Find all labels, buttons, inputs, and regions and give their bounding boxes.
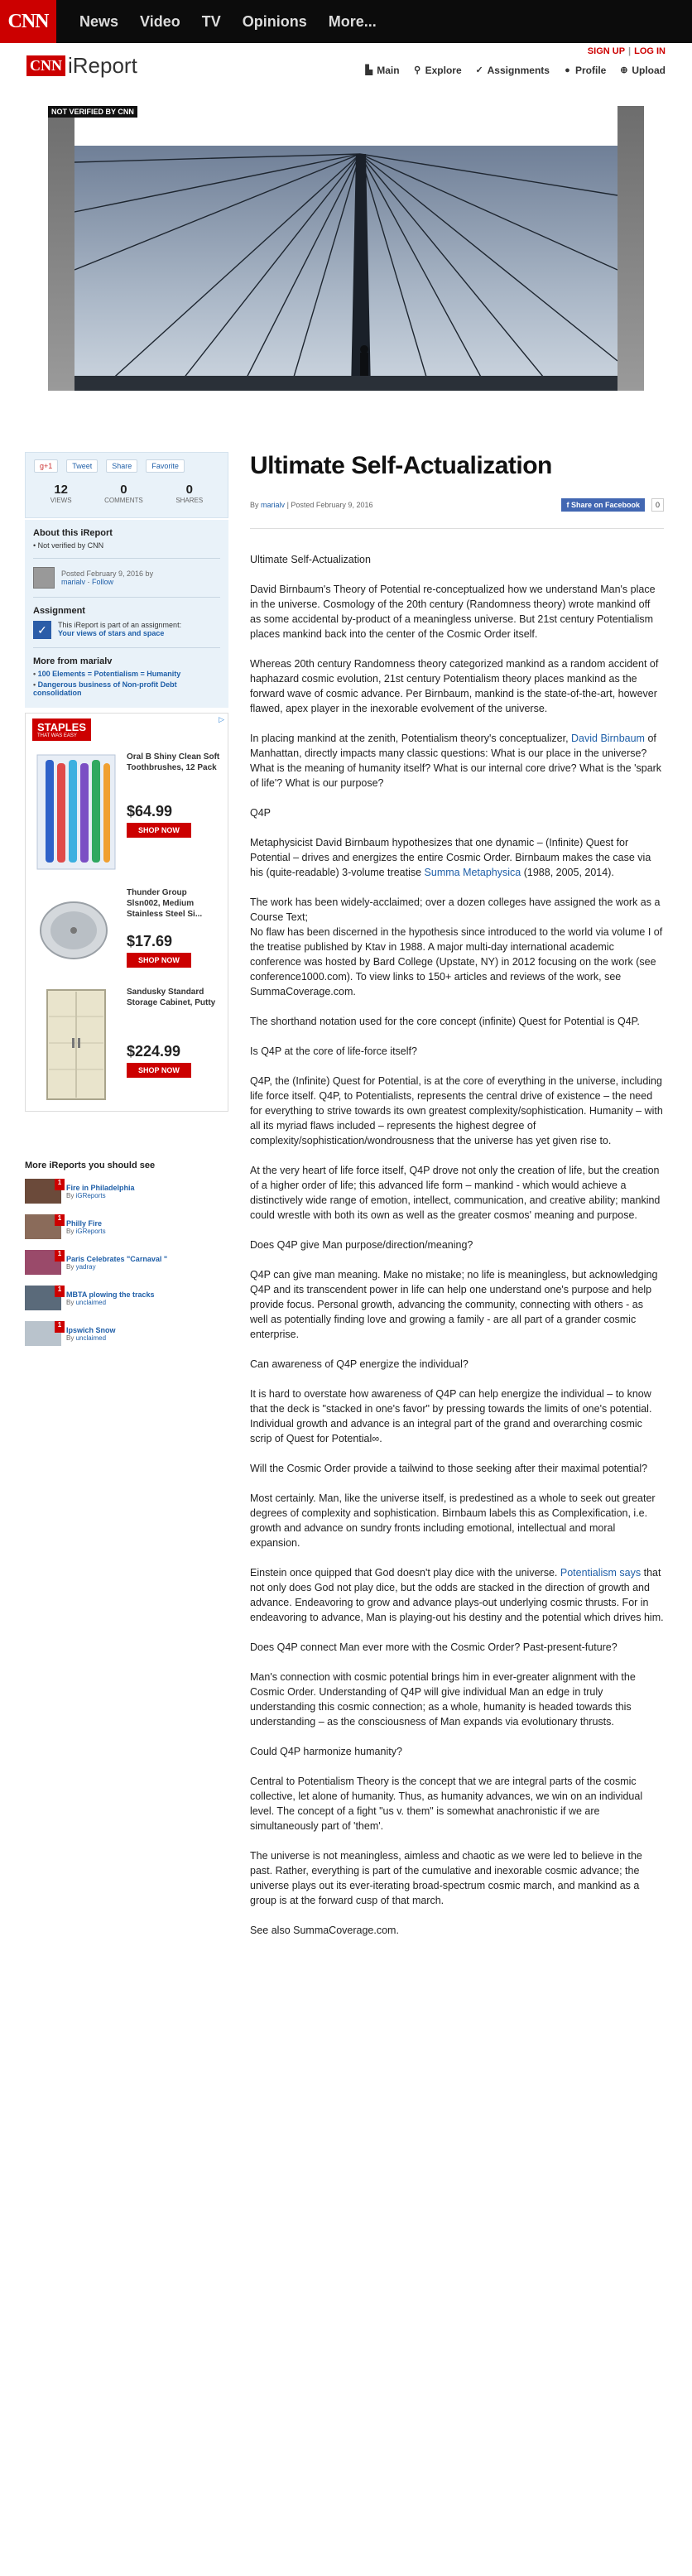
shares-count-label: SHARES: [175, 497, 204, 504]
list-item-by: By: [66, 1227, 74, 1235]
ad-product-price: $64.99: [127, 803, 173, 819]
article-paragraph: [250, 1163, 664, 1223]
list-item[interactable]: [25, 1319, 228, 1348]
thumbnail[interactable]: [25, 1250, 61, 1275]
article-paragraph: [250, 1923, 664, 1938]
divider: [33, 597, 220, 598]
more-from-list: [33, 670, 220, 697]
article-paragraph: [250, 1744, 664, 1759]
divider: [250, 528, 664, 529]
paragraph-text: Most certainly. Man, like the universe itself, is predestined as a whole to seek out greater degrees of complexity and sophistication. Birnbaum labels this as Complexification, i.e. growth and advance on sundry fronts including emotional, intellectual and moral expansion.: [250, 1492, 656, 1549]
cnn-global-nav: [79, 13, 377, 31]
article-paragraph: [250, 1670, 664, 1729]
nav-main-label: Main: [377, 65, 400, 76]
ad-product-info: [123, 752, 221, 877]
assignment-info: [33, 621, 220, 639]
list-item-byline: [66, 1263, 167, 1271]
assignment-text: This iReport is part of an assignment:: [58, 621, 182, 629]
assignment-check-icon: ✓: [33, 621, 51, 639]
nav-upload-label: Upload: [632, 65, 666, 76]
ad-product-name: Thunder Group Slsn002, Medium Stainless Steel Si...: [127, 888, 203, 919]
ad-product-price: $224.99: [127, 1043, 181, 1060]
author-link[interactable]: marialv: [61, 578, 86, 586]
ireport-header: [26, 43, 666, 86]
byline-author-link[interactable]: marialv: [261, 501, 286, 509]
paragraph-text: Ultimate Self-Actualization: [250, 554, 371, 565]
list-item-by: By: [66, 1191, 74, 1199]
paragraph-text: Metaphysicist David Birnbaum hypothesizes that one dynamic – (Infinite) Quest for Potential – drives and energizes the entire Cosmic Order. Birnbaum makes the case via his (quite-readable) 3-volume treatise: [250, 837, 651, 878]
nav-assignments-label: Assignments: [487, 65, 550, 76]
list-item[interactable]: [25, 1284, 228, 1312]
list-item-byline: [66, 1334, 116, 1342]
article-paragraph: [250, 1014, 664, 1029]
rank-badge: 1: [55, 1214, 65, 1226]
facebook-share-button[interactable]: [561, 498, 645, 512]
list-item-text: [66, 1290, 155, 1306]
facebook-share: [561, 498, 664, 512]
avatar[interactable]: [33, 567, 55, 589]
paragraph-text: The universe is not meaningless, aimless and chaotic as we were led to believe in the past. Rather, everything is part of the cumulative and inexorable cosmic advance; the universe plays out its ever-iterating broad-spectrum cosmic march, and mankind as a group is at the forward cusp of that march.: [250, 1850, 642, 1906]
comments-count: [104, 483, 143, 504]
list-item-title[interactable]: Fire in Philadelphia: [66, 1183, 135, 1192]
paragraph-text: See also SummaCoverage.com.: [250, 1925, 399, 1936]
toothbrush-image: [32, 752, 123, 877]
left-rail: [25, 452, 228, 1112]
posted-date: Posted February 9, 2016 by: [61, 570, 154, 578]
cnn-global-bar: [0, 0, 692, 43]
check-icon: ✓: [475, 65, 483, 75]
staples-tagline: THAT WAS EASY: [37, 733, 77, 738]
cnn-logo[interactable]: CNN: [0, 0, 56, 43]
more-ireports-title: More iReports you should see: [25, 1161, 156, 1170]
shop-now-button[interactable]: SHOP NOW: [127, 1063, 191, 1078]
hero-side-panel-left: [48, 106, 74, 391]
about-box: [25, 520, 228, 708]
list-item-author[interactable]: iGReports: [75, 1191, 106, 1199]
inline-link[interactable]: David Birnbaum: [571, 733, 645, 744]
paragraph-text: The work has been widely-acclaimed; over a dozen colleges have assigned the work as a Course Text; No flaw has been discerned in the hypothesis since introduced to the world via volume I of the treatise published by Ktav in 1988. A major multi-day international academic conference was hosted by Bard College (Upstate, NY) in 2012 focusing on the work (see conference1000.com). To view links to 150+ articles and reviews of the work, see SummaCoverage.com.: [250, 896, 663, 997]
paragraph-text: that not only does God not play dice, but the odds are stacked in the direction of growth and advance. Endeavoring to grow and advance plays-out underlying cosmic thrusts. For in endeavoring to advance, Man is playing-out his destiny and the potential which drives him.: [250, 1567, 664, 1623]
paragraph-text: of Manhattan, directly impacts many classic questions: What is our place in the universe? What is the meaning of humanity itself? What is our internal core drive? What is the 'spark of life'? What is our purpose?: [250, 733, 662, 789]
divider: [33, 647, 220, 648]
nav-main[interactable]: [364, 65, 399, 76]
list-item-byline: [66, 1192, 135, 1199]
list-item-title[interactable]: MBTA plowing the tracks: [66, 1290, 155, 1299]
views-count: [50, 483, 72, 504]
article-title: Ultimate Self-Actualization: [250, 452, 552, 479]
staples-logo: [32, 718, 91, 741]
list-item[interactable]: [25, 1248, 228, 1276]
paragraph-text: The shorthand notation used for the core concept (infinite) Quest for Potential is Q4P.: [250, 1016, 640, 1027]
share-box: [25, 452, 228, 518]
article-paragraph: [250, 1357, 664, 1372]
poster-info: [33, 567, 220, 589]
home-icon: ▙: [365, 65, 372, 75]
shop-now-button[interactable]: SHOP NOW: [127, 953, 191, 968]
article-paragraph: [250, 1074, 664, 1148]
list-item-byline: [66, 1299, 155, 1306]
user-icon: ●: [565, 65, 570, 75]
article-paragraph: [250, 1565, 664, 1625]
byline-date: | Posted February 9, 2016: [286, 501, 373, 509]
article-paragraph: [250, 1461, 664, 1476]
article-paragraph: [250, 552, 664, 567]
paragraph-text: Man's connection with cosmic potential brings him in ever-greater alignment with the Cosmic Order. Understanding of Q4P will give individual Man an edge in truly understanding this cosmic connection; as a whole, humanity is headed towards this understanding – as the consciousness of Man expands via evolutionary thrusts.: [250, 1671, 636, 1728]
share-buttons: [34, 459, 219, 473]
ireport-logo-text: iReport: [68, 53, 137, 78]
thumbnail[interactable]: [25, 1179, 61, 1204]
staples-ad[interactable]: [25, 713, 228, 1112]
article-paragraph: [250, 895, 664, 999]
nav-assignments[interactable]: [475, 65, 550, 76]
hero-side-panel-right: [618, 106, 644, 391]
more-ireports: [25, 1161, 228, 1355]
thumbnail[interactable]: [25, 1214, 61, 1239]
ireport-logo[interactable]: [26, 53, 137, 79]
thumbnail[interactable]: [25, 1321, 61, 1346]
article-paragraph: [250, 656, 664, 716]
article-paragraph: [250, 1044, 664, 1059]
list-item-byline: [66, 1228, 106, 1235]
ad-product-info: [123, 987, 221, 1107]
article-body: [250, 552, 664, 1938]
facebook-share-label: Share on Facebook: [570, 501, 640, 509]
paragraph-text: It is hard to overstate how awareness of Q4P can help energize the individual – to know that the deck is "stacked in one's favor" by pressing towards the limits of one's potential. Individual growth and advance is an integral part of the grand and overarching cosmic scrip of Quest for Potential∞.: [250, 1388, 652, 1444]
hero-image: [48, 106, 644, 391]
list-item-author[interactable]: unclaimed: [75, 1298, 107, 1306]
article-paragraph: [250, 835, 664, 880]
paragraph-text: Q4P: [250, 807, 272, 819]
ad-choices-icon[interactable]: ▷: [219, 715, 224, 723]
article-paragraph: [250, 1387, 664, 1446]
nav-opinions[interactable]: Opinions: [242, 12, 307, 30]
paragraph-text: David Birnbaum's Theory of Potential re-conceptualized how we understand Man's place in the universe. Cosmology of the 20th century (Randomness theory) wrote mankind off as some accidental by-product of a meaningless universe. But 21st century Potentialism places mankind back into the center of the Cosmic Order itself.: [250, 584, 656, 640]
thumbnail[interactable]: [25, 1286, 61, 1310]
ad-product-info: [123, 887, 221, 974]
bridge-photo: [74, 146, 618, 391]
ad-product-price: $17.69: [127, 933, 173, 949]
ireport-logo-cnn: CNN: [26, 55, 65, 76]
share-button[interactable]: Share: [106, 459, 137, 473]
paragraph-text: Is Q4P at the core of life-force itself?: [250, 1045, 417, 1057]
list-item-title[interactable]: Ipswich Snow: [66, 1325, 116, 1334]
ad-product[interactable]: [32, 887, 221, 974]
article-paragraph: [250, 1774, 664, 1833]
verification-status: • Not verified by CNN: [33, 541, 104, 550]
paragraph-text: Whereas 20th century Randomness theory categorized mankind as a random accident of haphazard cosmic evolution, 21st century Potentialism theory places mankind as the forward wave of cosmic advance. Per Birnbaum, mankind is the state-of-the-art, however flawed, apex player in the inexorable evolvement of the universe.: [250, 658, 659, 714]
assignment-title: Assignment: [33, 606, 85, 616]
article-paragraph: [250, 1491, 664, 1550]
log-in-link[interactable]: LOG IN: [634, 46, 666, 56]
list-item-text: [66, 1255, 167, 1271]
list-item-text: [66, 1326, 116, 1342]
favorite-button[interactable]: Favorite: [146, 459, 185, 473]
byline-text: [250, 501, 372, 509]
rank-badge: 1: [55, 1321, 65, 1333]
nav-more[interactable]: More...: [328, 12, 377, 30]
not-verified-badge: NOT VERIFIED BY CNN: [48, 106, 137, 118]
paragraph-text: Q4P can give man meaning. Make no mistake; no life is meaningless, but acknowledging Q4P and its transcendent power in life can help one understand one's purpose and help provide focus. Personal growth, advancing the community, connecting with others - as well as potentially finding love and growing a family - are all part of a grander cosmic enterprise.: [250, 1269, 658, 1340]
list-item-author[interactable]: yadray: [75, 1262, 96, 1271]
more-from-item[interactable]: • Dangerous business of Non-profit Debt consolidation: [33, 680, 220, 697]
sink-image: [32, 887, 123, 974]
comments-count-label: COMMENTS: [104, 497, 143, 504]
stats-counts: [34, 483, 219, 504]
byline-by: By: [250, 501, 259, 509]
cabinet-image: [32, 987, 123, 1107]
shop-now-button[interactable]: SHOP NOW: [127, 823, 191, 838]
tweet-button[interactable]: Tweet: [66, 459, 98, 473]
article-paragraph: [250, 731, 664, 791]
list-item-text: [66, 1184, 135, 1199]
paragraph-text: Q4P, the (Infinite) Quest for Potential, is at the core of everything in the universe, including life force itself. Q4P, to Potentialists, represents the central drive of existence – the need for everything to strive towards its own greatest complexity/sophistication. Humanity – with all its myriad flaws included – represents the highest degree of complexity/sophistication/wondrousness that the universe has yet given rise to.: [250, 1075, 663, 1146]
ad-product[interactable]: [32, 987, 221, 1107]
article: [250, 452, 664, 1953]
nav-news[interactable]: News: [79, 12, 119, 30]
ad-product-name: Oral B Shiny Clean Soft Toothbrushes, 12 Pack: [127, 752, 220, 772]
nav-profile[interactable]: [563, 65, 606, 76]
poster-details: Posted February 9, 2016 by marialv · Follow: [61, 570, 154, 586]
nav-tv[interactable]: TV: [201, 12, 221, 30]
google-plus-button[interactable]: g+1: [34, 459, 58, 473]
list-item-author[interactable]: unclaimed: [75, 1334, 107, 1342]
paragraph-text: Will the Cosmic Order provide a tailwind to those seeking after their maximal potential?: [250, 1463, 648, 1474]
paragraph-text: Does Q4P give Man purpose/direction/meaning?: [250, 1239, 473, 1251]
search-icon: ⚲: [414, 65, 421, 75]
nav-upload[interactable]: [619, 65, 666, 76]
article-paragraph: [250, 1640, 664, 1655]
views-count-number: 12: [54, 483, 68, 497]
article-paragraph: [250, 582, 664, 642]
ireport-nav: [364, 65, 666, 76]
upload-icon: ⊕: [620, 65, 628, 75]
account-links: [588, 46, 666, 56]
inline-link[interactable]: Potentialism says: [560, 1567, 642, 1579]
verification-status-text: Not verified by CNN: [37, 541, 104, 550]
paragraph-text: At the very heart of life force itself, Q4P drove not only the creation of life, but the creation of a higher order of life; this advanced life form – mankind - which would achieve a distinctively wide range of emotion, intellect, communication, and creative ability; mankind could wrestle with both its own as well as the greater cosmos' meaning and purpose.: [250, 1165, 661, 1221]
list-item[interactable]: [25, 1213, 228, 1241]
article-paragraph: [250, 1267, 664, 1342]
inline-link[interactable]: Summa Metaphysica: [424, 867, 521, 878]
views-count-label: VIEWS: [50, 497, 72, 504]
article-paragraph: [250, 1238, 664, 1252]
article-paragraph: [250, 805, 664, 820]
shares-count-number: 0: [185, 483, 193, 497]
rank-badge: 1: [55, 1179, 65, 1190]
follow-link[interactable]: Follow: [92, 578, 114, 586]
account-links-separator: |: [628, 46, 632, 56]
about-title: About this iReport: [33, 528, 113, 538]
assignment-link[interactable]: Your views of stars and space: [58, 629, 165, 637]
assignment-details: [58, 621, 181, 639]
nav-explore-label: Explore: [425, 65, 462, 76]
list-item-title[interactable]: Philly Fire: [66, 1218, 103, 1228]
more-from-item[interactable]: • 100 Elements = Potentialism = Humanity: [33, 670, 220, 678]
ad-product-name: Sandusky Standard Storage Cabinet, Putty: [127, 988, 216, 1007]
paragraph-text: In placing mankind at the zenith, Potentialism theory's conceptualizer,: [250, 733, 572, 744]
article-byline: [250, 498, 664, 512]
divider: [33, 558, 220, 559]
more-from-title: More from marialv: [33, 656, 113, 666]
list-item-by: By: [66, 1262, 74, 1271]
list-item-by: By: [66, 1334, 74, 1342]
facebook-share-count: 0: [651, 498, 664, 512]
list-item[interactable]: [25, 1177, 228, 1205]
nav-video[interactable]: Video: [140, 12, 180, 30]
rank-badge: 1: [55, 1250, 65, 1262]
article-paragraph: [250, 1848, 664, 1908]
facebook-icon: f: [566, 501, 569, 509]
ad-product[interactable]: [32, 752, 221, 877]
paragraph-text: Can awareness of Q4P energize the individual?: [250, 1358, 469, 1370]
paragraph-text: (1988, 2005, 2014).: [521, 867, 614, 878]
rank-badge: 1: [55, 1286, 65, 1297]
comments-count-number: 0: [120, 483, 127, 497]
staples-brand: STAPLES: [37, 721, 86, 733]
sign-up-link[interactable]: SIGN UP: [587, 46, 626, 56]
paragraph-text: Einstein once quipped that God doesn't play dice with the universe.: [250, 1567, 560, 1579]
list-item-by: By: [66, 1298, 74, 1306]
paragraph-text: Could Q4P harmonize humanity?: [250, 1746, 402, 1757]
shares-count: [175, 483, 203, 504]
nav-explore[interactable]: [413, 65, 462, 76]
list-item-title[interactable]: Paris Celebrates "Carnaval ": [66, 1254, 168, 1263]
list-item-text: [66, 1219, 106, 1235]
paragraph-text: Does Q4P connect Man ever more with the Cosmic Order? Past-present-future?: [250, 1641, 618, 1653]
nav-profile-label: Profile: [574, 65, 607, 76]
paragraph-text: Central to Potentialism Theory is the concept that we are integral parts of the cosmic collective, let alone of humanity. Thus, as humanity advances, we win on an individual level. The concept of a fight "us v. them" is somewhat anachronistic if we are simultaneously part of 'them'.: [250, 1776, 643, 1832]
list-item-author[interactable]: iGReports: [75, 1227, 106, 1235]
